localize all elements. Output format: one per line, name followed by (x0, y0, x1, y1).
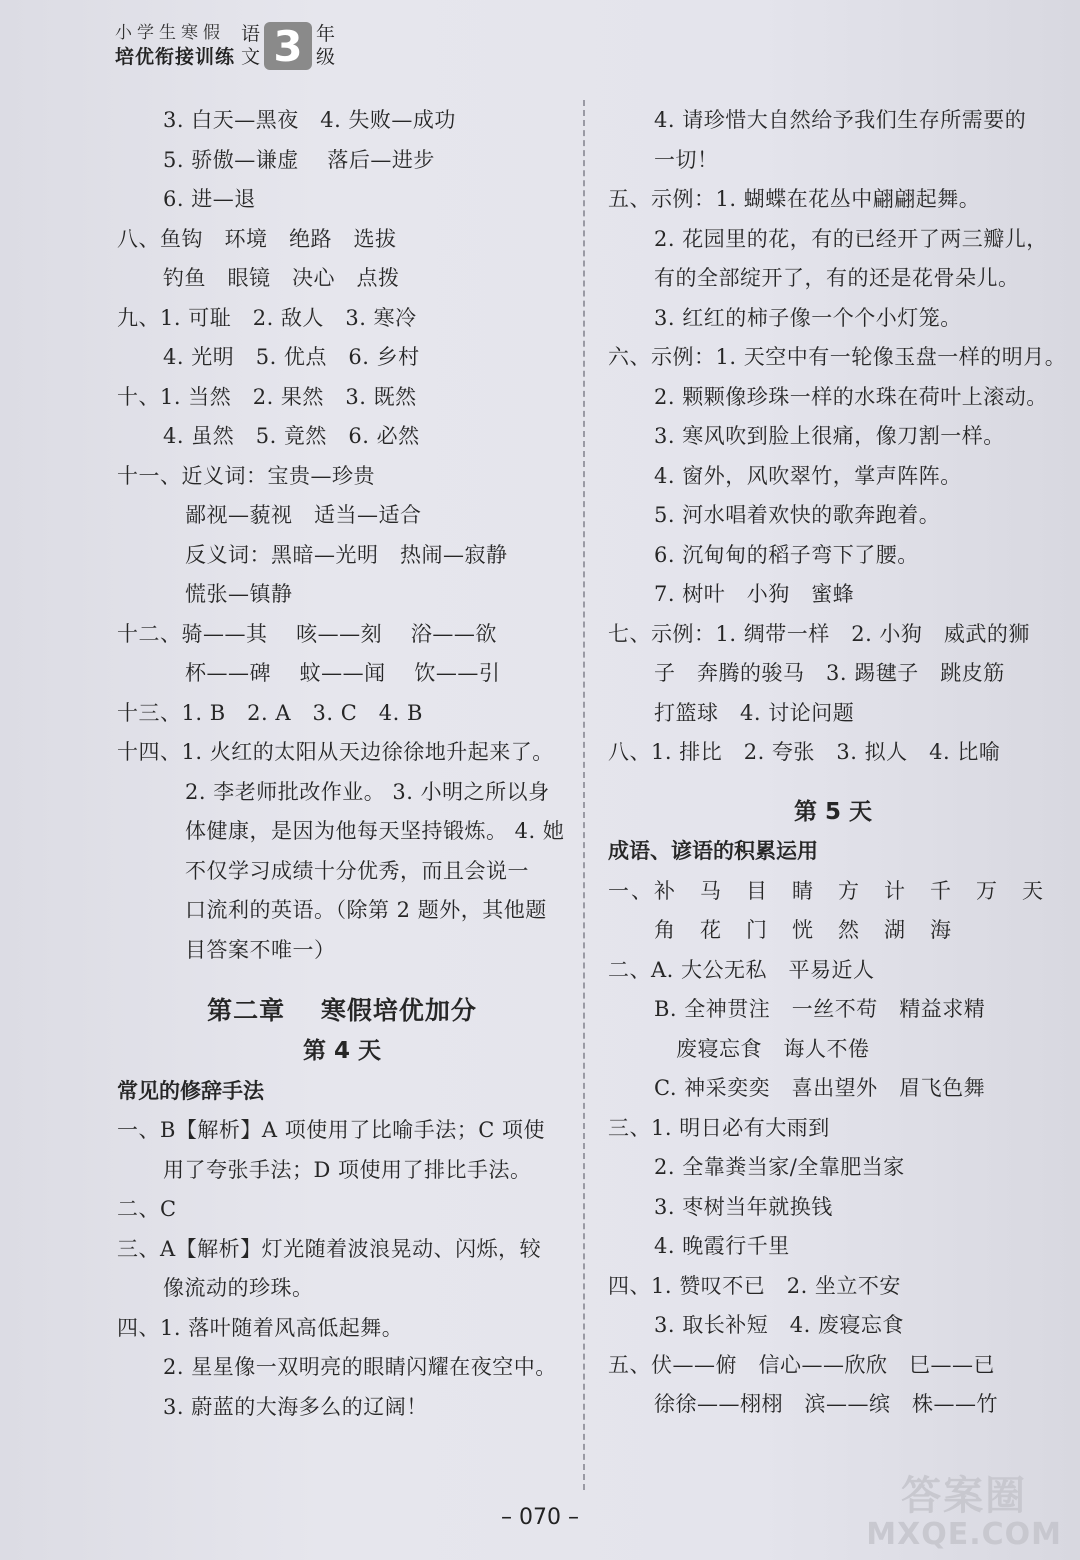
answer-line: 口流利的英语。（除第 2 题外，其他题 (185, 898, 547, 922)
right-column (608, 101, 1067, 1425)
answer-line: 4. 请珍惜大自然给予我们生存所需要的 (654, 108, 1027, 132)
answer-line: 九、1. 可耻 2. 敌人 3. 寒冷 (117, 305, 417, 330)
header-title-line1: 小学生寒假 (115, 23, 225, 43)
page-number: – 070 – (501, 1505, 579, 1530)
answer-line: 6. 沉甸甸的稻子弯下了腰。 (654, 542, 919, 567)
answer-line: 一、B【解析】A 项使用了比喻手法；C 项使 (117, 1118, 546, 1142)
left-column (117, 101, 567, 1427)
answer-line: 八、1. 排比 2. 夸张 3. 拟人 4. 比喻 (608, 740, 1001, 764)
header-title-block (115, 22, 235, 70)
answer-line: 5. 骄傲—谦虚 落后—进步 (163, 147, 435, 172)
answer-line: B. 全神贯注 一丝不苟 精益求精 (654, 997, 986, 1021)
answer-line: 二、A. 大公无私 平易近人 (608, 957, 875, 982)
header-subject (241, 23, 260, 69)
day-title: 第 4 天 (302, 1038, 382, 1064)
answer-line: 2. 李老师批改作业。 3. 小明之所以身 (185, 779, 550, 804)
answer-line: 2. 星星像一双明亮的眼睛闪耀在夜空中。 (163, 1355, 557, 1379)
answer-line: 十二、骑——其 咳——刻 浴——欲 (117, 621, 497, 646)
answer-line: 目答案不唯一） (185, 937, 336, 962)
answer-line: 体健康，是因为他每天坚持锻炼。 4. 她 (185, 819, 565, 843)
answer-line: 徐徐——栩栩 滨——缤 株——竹 (654, 1392, 998, 1416)
answer-line: 6. 进—退 (163, 187, 256, 211)
answer-line: 3. 白天—黑夜 4. 失败—成功 (163, 108, 456, 132)
answer-line: 用了夸张手法；D 项使用了排比手法。 (163, 1157, 532, 1182)
answer-line: 十四、1. 火红的太阳从天边徐徐地升起来了。 (117, 740, 554, 764)
answer-line: 慌张—镇静 (185, 582, 293, 606)
watermark-main-text: 答案圈 (901, 1473, 1028, 1519)
answer-line: 三、A【解析】灯光随着波浪晃动、闪烁，较 (117, 1236, 542, 1261)
header-subject-char2: 文 (241, 46, 261, 68)
book-header (115, 18, 335, 74)
answer-line: 3. 枣树当年就换钱 (654, 1194, 833, 1219)
answer-line: 3. 红红的柿子像一个个小灯笼。 (654, 305, 962, 330)
watermark-sub-text: MXQE.COM (866, 1517, 1062, 1552)
answer-line: 4. 光明 5. 优点 6. 乡村 (163, 345, 420, 369)
spacer (117, 970, 567, 990)
header-grade-number: 3 (264, 22, 312, 70)
answer-line: 十、1. 当然 2. 果然 3. 既然 (117, 384, 417, 409)
day-title: 第 5 天 (793, 798, 873, 825)
section-title: 成语、谚语的积累运用 (608, 839, 818, 863)
answer-line: 子 奔腾的骏马 3. 踢毽子 跳皮筋 (654, 661, 1005, 685)
watermark-logo (866, 1474, 1062, 1552)
answer-line: 4. 晚霞行千里 (654, 1234, 790, 1258)
header-grade-char2: 级 (316, 46, 336, 68)
answer-line: 六、示例：1. 天空中有一轮像玉盘一样的明月。 (608, 345, 1067, 369)
header-grade-char1: 年 (316, 23, 336, 45)
answer-line: 一、补 马 目 睛 方 计 千 万 天 (608, 878, 1045, 903)
answer-line: 2. 全靠粪当家/全靠肥当家 (654, 1155, 905, 1179)
answer-line: 2. 花园里的花，有的已经开了两三瓣儿， (654, 226, 1048, 251)
answer-line: C. 神采奕奕 喜出望外 眉飞色舞 (654, 1076, 986, 1100)
answer-line: 五、示例：1. 蝴蝶在花丛中翩翩起舞。 (608, 187, 981, 211)
answer-line: 四、1. 赞叹不已 2. 坐立不安 (608, 1273, 901, 1298)
header-title-line2: 培优衔接训练 (115, 46, 236, 68)
answer-line: 八、鱼钩 环境 绝路 选拔 (117, 226, 397, 251)
answer-line: 四、1. 落叶随着风高低起舞。 (117, 1315, 404, 1340)
answer-line: 不仅学习成绩十分优秀，而且会说一 (185, 858, 529, 883)
answer-line: 鄙视—藐视 适当—适合 (185, 503, 422, 527)
section-title: 常见的修辞手法 (117, 1078, 264, 1103)
answer-line: 七、示例：1. 绸带一样 2. 小狗 威武的狮 (608, 621, 1030, 646)
column-divider (583, 100, 585, 1490)
answer-line: 3. 蔚蓝的大海多么的辽阔！ (163, 1394, 428, 1419)
answer-line: 十三、1. B 2. A 3. C 4. B (117, 700, 423, 725)
answer-line: 3. 寒风吹到脸上很痛，像刀割一样。 (654, 424, 1005, 448)
answer-line: 角 花 门 恍 然 湖 海 (654, 918, 953, 942)
answer-line: 有的全部绽开了，有的还是花骨朵儿。 (654, 266, 1020, 290)
header-grade-label (316, 23, 335, 69)
answer-line: 4. 虽然 5. 竟然 6. 必然 (163, 424, 420, 448)
answer-line: 打篮球 4. 讨论问题 (654, 700, 855, 725)
answer-line: 钓鱼 眼镜 决心 点拨 (163, 266, 400, 290)
answer-line: 五、伏——俯 信心——欣欣 巳——已 (608, 1352, 995, 1377)
answer-line: 2. 颗颗像珍珠一样的水珠在荷叶上滚动。 (654, 384, 1048, 409)
answer-line: 5. 河水唱着欢快的歌奔跑着。 (654, 503, 941, 527)
answer-line: 3. 取长补短 4. 废寝忘食 (654, 1313, 904, 1337)
chapter-title: 第二章 寒假培优加分 (207, 996, 477, 1025)
answer-line: 三、1. 明日必有大雨到 (608, 1115, 830, 1140)
answer-line: 4. 窗外，风吹翠竹，掌声阵阵。 (654, 463, 962, 488)
answer-line: 十一、近义词：宝贵—珍贵 (117, 463, 375, 488)
answer-line: 杯——碑 蚊——闻 饮——引 (185, 661, 501, 685)
spacer (608, 773, 1058, 793)
header-subject-char1: 语 (241, 23, 261, 45)
answer-line: 一切！ (654, 147, 719, 172)
answer-line: 反义词：黑暗—光明 热闹—寂静 (185, 542, 508, 567)
answer-line: 二、C (117, 1197, 177, 1221)
answer-line: 像流动的珍珠。 (163, 1276, 314, 1300)
answer-line: 废寝忘食 诲人不倦 (676, 1036, 870, 1061)
answer-line: 7. 树叶 小狗 蜜蜂 (654, 582, 855, 606)
